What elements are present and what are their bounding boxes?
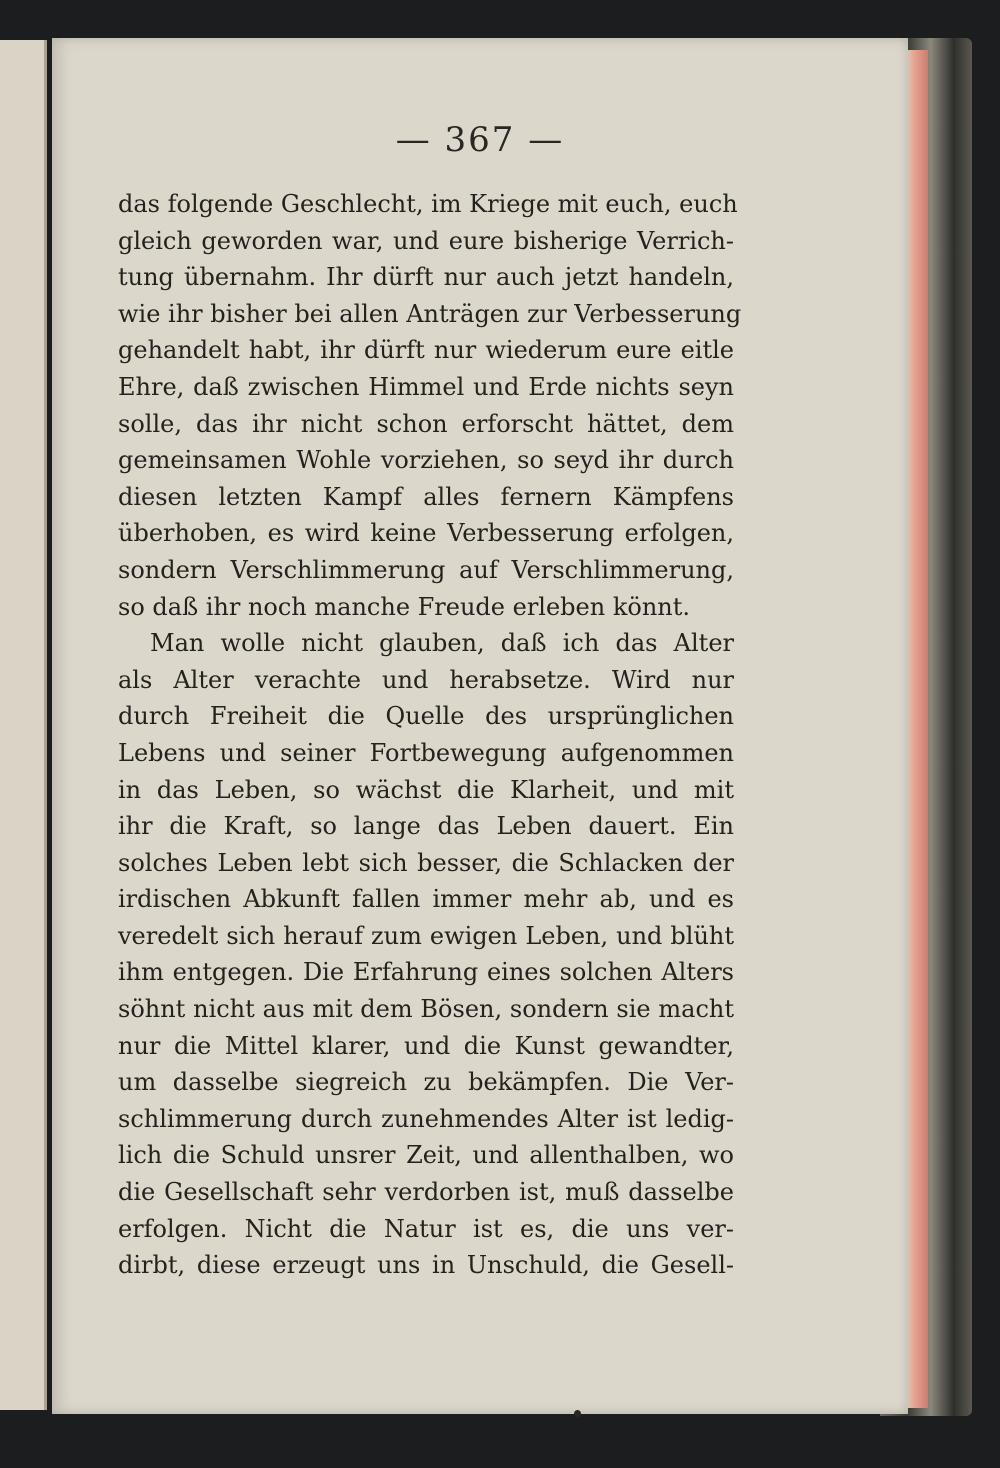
text-line: in das Leben, so wächst die Klarheit, und mit bbox=[118, 775, 734, 804]
text-line: Lebens und seiner Fortbewegung aufgenommen bbox=[118, 738, 734, 767]
text-line: irdischen Abkunft fallen immer mehr ab, und es bbox=[118, 885, 734, 914]
text-line: sondern Verschlimmerung auf Verschlimmerung, bbox=[118, 555, 734, 584]
text-line: ihm entgegen. Die Erfahrung eines solchen Alters bbox=[118, 958, 734, 987]
text-line: so daß ihr noch manche Freude erleben könnt. bbox=[118, 592, 691, 621]
body-text bbox=[118, 186, 742, 1284]
text-line: solle, das ihr nicht schon erforscht hättet, dem bbox=[118, 409, 734, 438]
text-line: solches Leben lebt sich besser, die Schlacken der bbox=[118, 848, 734, 877]
page-mark-dot bbox=[574, 1410, 581, 1417]
page-number-header: — 367 — bbox=[395, 120, 565, 160]
text-line: lich die Schuld unsrer Zeit, und allenthalben, wo bbox=[118, 1141, 734, 1170]
text-line: diesen letzten Kampf alles fernern Kämpfens bbox=[118, 482, 734, 511]
text-line: wie ihr bisher bei allen Anträgen zur Verbesserung bbox=[118, 299, 742, 328]
text-line: nur die Mittel klarer, und die Kunst gewandter, bbox=[118, 1031, 734, 1060]
text-line: als Alter verachte und herabsetze. Wird nur bbox=[118, 665, 734, 694]
text-line: gehandelt habt, ihr dürft nur wiederum eure eitle bbox=[118, 336, 734, 365]
text-line: um dasselbe siegreich zu bekämpfen. Die Ver- bbox=[118, 1068, 734, 1097]
text-line: durch Freiheit die Quelle des ursprünglichen bbox=[118, 702, 734, 731]
page-edge-red bbox=[906, 50, 928, 1408]
text-line: Ehre, daß zwischen Himmel und Erde nichts seyn bbox=[118, 372, 734, 401]
text-line: dirbt, diese erzeugt uns in Unschuld, die Gesell- bbox=[118, 1251, 734, 1280]
text-line: söhnt nicht aus mit dem Bösen, sondern sie macht bbox=[118, 995, 734, 1024]
text-line: ihr die Kraft, so lange das Leben dauert. Ein bbox=[118, 812, 734, 841]
text-line: gemeinsamen Wohle vorziehen, so seyd ihr durch bbox=[118, 446, 734, 475]
text-line: schlimmerung durch zunehmendes Alter ist ledig- bbox=[118, 1104, 734, 1133]
facing-page-edge bbox=[0, 40, 47, 1410]
text-line: tung übernahm. Ihr dürft nur auch jetzt handeln, bbox=[118, 263, 734, 292]
text-line: das folgende Geschlecht, im Kriege mit euch, euch bbox=[118, 190, 738, 218]
book-page bbox=[52, 38, 908, 1414]
text-line: veredelt sich herauf zum ewigen Leben, und blüht bbox=[118, 921, 734, 950]
text-line: erfolgen. Nicht die Natur ist es, die uns ver- bbox=[118, 1214, 734, 1243]
text-line: die Gesellschaft sehr verdorben ist, muß dasselbe bbox=[118, 1178, 734, 1207]
text-line: überhoben, es wird keine Verbesserung erfolgen, bbox=[118, 519, 734, 548]
text-line: Man wolle nicht glauben, daß ich das Alter bbox=[150, 629, 734, 658]
text-line: gleich geworden war, und eure bisherige Verrich- bbox=[118, 226, 734, 255]
